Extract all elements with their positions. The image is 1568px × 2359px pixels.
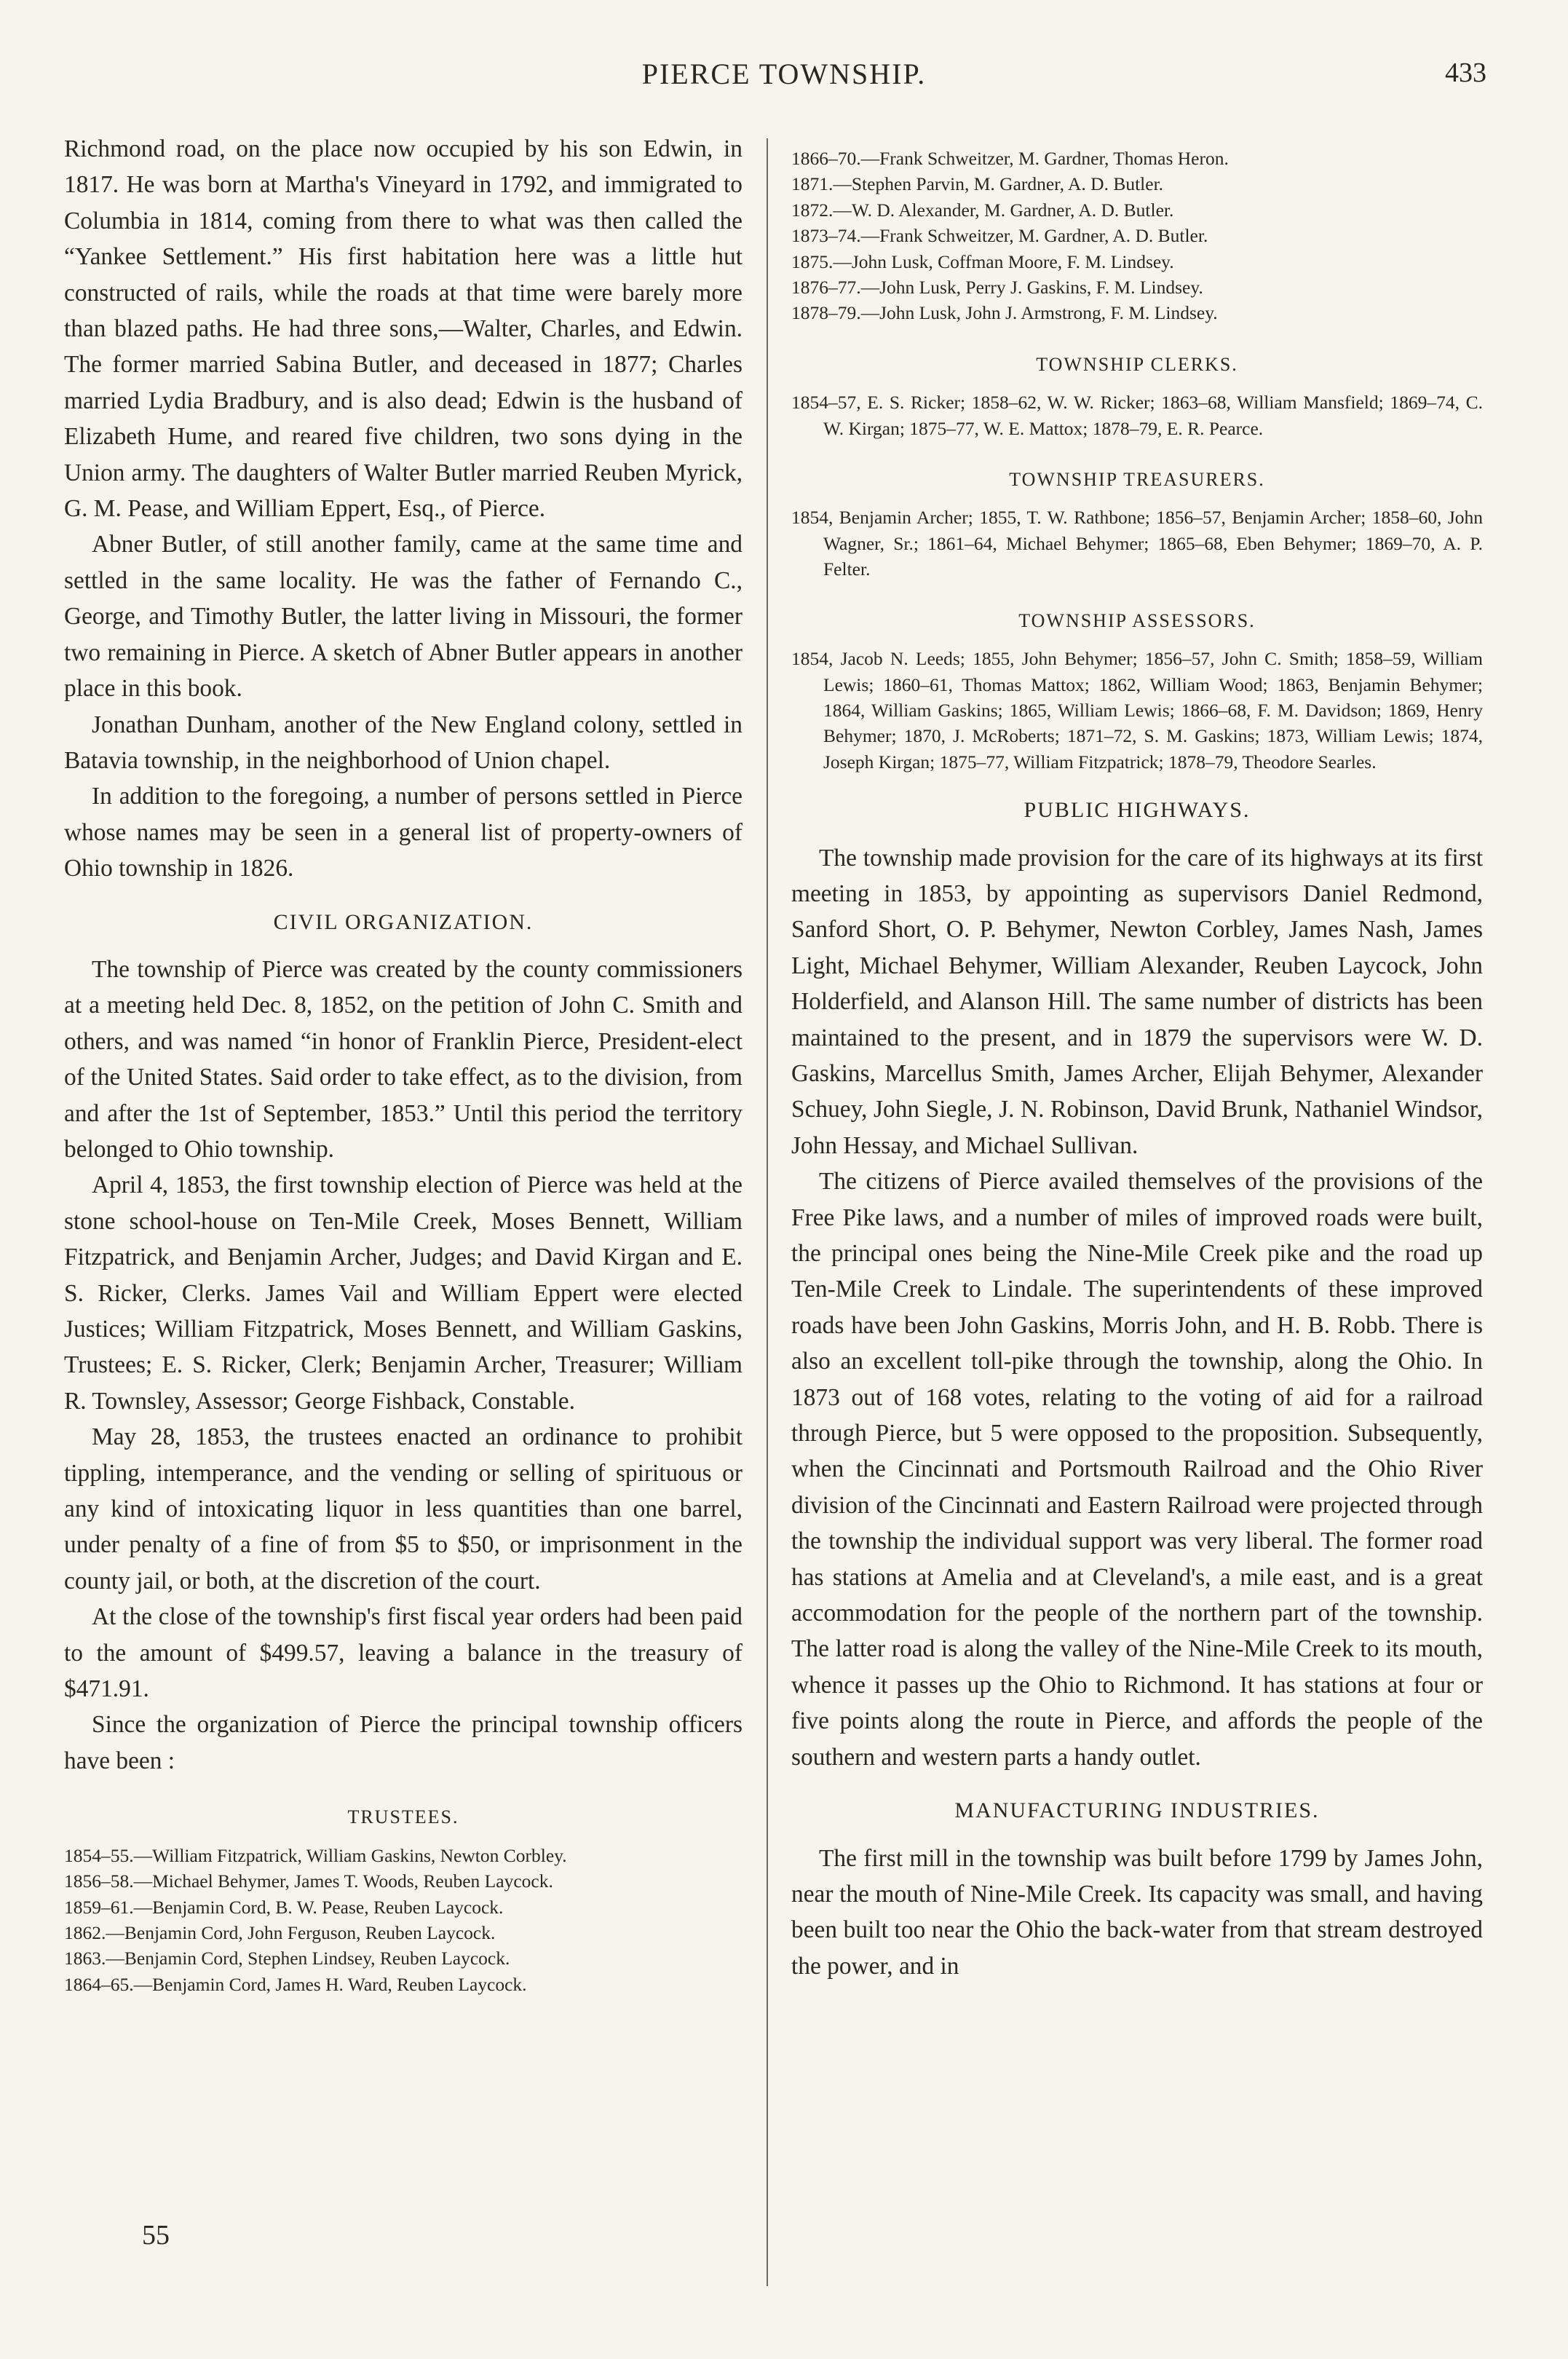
paragraph: In addition to the foregoing, a number of persons settled in Pierce whose names may be seen in a general list of property-owners of Ohio township in 1826. bbox=[64, 783, 743, 882]
list-item: 1863.—Benjamin Cord, Stephen Lindsey, Reuben Laycock. bbox=[64, 1948, 510, 1969]
section-heading: PUBLIC HIGHWAYS. bbox=[1023, 798, 1251, 823]
paragraph: The township of Pierce was created by the county commissioners at a meeting held Dec. 8, 1852, on the petition of John C. Smith and others, and was named “in honor of Franklin Pierce, President-elect of the United States. Said order to take effect, as to the division, from and after the 1st of September, 1853.” Until this period the territory belonged to Ohio township. bbox=[64, 955, 743, 1163]
left-column bbox=[64, 131, 743, 1997]
clerks-heading: TOWNSHIP CLERKS. bbox=[1036, 353, 1238, 375]
treasurers-heading: TOWNSHIP TREASURERS. bbox=[1009, 469, 1265, 491]
paragraph: The township made provision for the care of its highways at its first meeting in 1853, by appointing as supervisors Daniel Redmond, Sanford Short, O. P. Behymer, Newton Corbley, James Nash, James Light, Michael Behymer, William Alexander, Reuben Laycock, John Holderfield, and Alanson Hill. The same number of districts has been maintained to the present, and in 1879 the supervisors were W. D. Gaskins, Marcellus Smith, James Archer, Elijah Behymer, Alexander Schuey, John Siegle, J. N. Robinson, David Brunk, Nathaniel Windsor, John Hessay, and Michael Sullivan. bbox=[791, 844, 1483, 1159]
trustees-list bbox=[64, 1843, 743, 1997]
section-heading: MANUFACTURING INDUSTRIES. bbox=[954, 1798, 1320, 1823]
list-item: 1866–70.—Frank Schweitzer, M. Gardner, Thomas Heron. bbox=[791, 148, 1229, 169]
paragraph: The citizens of Pierce availed themselves of the provisions of the Free Pike laws, and a number of miles of improved roads were built, the principal ones being the Nine-Mile Creek pike and the road up Ten-Mile Creek to Lindale. The superintendents of these improved roads have been John Gaskins, Morris John, and H. B. Robb. There is also an excellent toll-pike through the township, along the Ohio. In 1873 out of 168 votes, relating to the voting of aid for a railroad through Pierce, but 5 were opposed to the proposition. Subsequently, when the Cincinnati and Portsmouth Railroad and the Ohio River division of the Cincinnati and Eastern Railroad were projected through the township the individual support was very liberal. The former road has stations at Amelia and at Cleveland's, a mile east, and is a great accommodation for the people of the northern part of the township. The latter road is along the valley of the Nine-Mile Creek to its mouth, whence it passes up the Ohio to Richmond. It has stations at four or five points along the route in Pierce, and affords the people of the southern and western parts a handy outlet. bbox=[791, 1168, 1483, 1771]
list-item: 1871.—Stephen Parvin, M. Gardner, A. D. Butler. bbox=[791, 173, 1164, 195]
list-item: 1876–77.—John Lusk, Perry J. Gaskins, F. M. Lindsey. bbox=[791, 277, 1203, 299]
list-item: 1864–65.—Benjamin Cord, James H. Ward, Reuben Laycock. bbox=[64, 1973, 527, 1995]
assessors-heading: TOWNSHIP ASSESSORS. bbox=[1018, 609, 1256, 631]
section-heading: CIVIL ORGANIZATION. bbox=[273, 909, 534, 934]
list-item: 1875.—John Lusk, Coffman Moore, F. M. Lindsey. bbox=[791, 250, 1174, 272]
paragraph: Jonathan Dunham, another of the New England colony, settled in Batavia township, in the neighborhood of Union chapel. bbox=[64, 711, 743, 774]
paragraph: Since the organization of Pierce the principal township officers have been : bbox=[64, 1711, 743, 1774]
list-item: 1854–55.—William Fitzpatrick, William Gaskins, Newton Corbley. bbox=[64, 1844, 567, 1866]
paragraph: The first mill in the township was built before 1799 by James John, near the mouth of Nine-Mile Creek. Its capacity was small, and having been built too near the Ohio the back-water from that stream destroyed the power, and in bbox=[791, 1844, 1483, 1980]
page-number: 433 bbox=[1445, 58, 1486, 88]
list-item: 1862.—Benjamin Cord, John Ferguson, Reuben Laycock. bbox=[64, 1921, 496, 1943]
paragraph: April 4, 1853, the first township election of Pierce was held at the stone school-house on Ten-Mile Creek, Moses Bennett, William Fitzpatrick, and Benjamin Archer, Judges; and David Kirgan and E. S. Ricker, Clerks. James Vail and William Eppert were elected Justices; William Fitzpatrick, Moses Bennett, and William Gaskins, Trustees; E. S. Ricker, Clerk; Benjamin Archer, Treasurer; William R. Townsley, Assessor; George Fishback, Constable. bbox=[64, 1171, 743, 1415]
paragraph: Abner Butler, of still another family, came at the same time and settled in the same locality. He was the father of Fernando C., George, and Timothy Butler, the latter living in Missouri, the former two remaining in Pierce. A sketch of Abner Butler appears in another place in this book. bbox=[64, 531, 743, 703]
treasurers-list: 1854, Benjamin Archer; 1855, T. W. Rathbone; 1856–57, Benjamin Archer; 1858–60, John Wagner, Sr.; 1861–64, Michael Behymer; 1865–68, Eben Behymer; 1869–70, A. P. Felter. bbox=[791, 507, 1483, 580]
list-item: 1872.—W. D. Alexander, M. Gardner, A. D. Butler. bbox=[791, 199, 1174, 221]
list-item: 1859–61.—Benjamin Cord, B. W. Pease, Reuben Laycock. bbox=[64, 1896, 504, 1918]
paragraph: May 28, 1853, the trustees enacted an ordinance to prohibit tippling, intemperance, and the vending or selling of spirituous or any kind of intoxicating liquor in less quantities than one barrel, under penalty of a fine of from $5 to $50, or imprisonment in the county jail, or both, at the discretion of the court. bbox=[64, 1423, 743, 1595]
signature-mark: 55 bbox=[142, 2220, 170, 2251]
paragraph: At the close of the township's first fiscal year orders had been paid to the amount of $499.57, leaving a balance in the treasury of $471.91. bbox=[64, 1603, 743, 1703]
list-item: 1878–79.—John Lusk, John J. Armstrong, F. M. Lindsey. bbox=[791, 302, 1218, 324]
trustees-heading: TRUSTEES. bbox=[347, 1806, 459, 1828]
list-item: 1873–74.—Frank Schweitzer, M. Gardner, A. D. Butler. bbox=[791, 225, 1208, 247]
paragraph: Richmond road, on the place now occupied by his son Edwin, in 1817. He was born at Martha's Vineyard in 1792, and immigrated to Columbia in 1814, coming from there to what was then called the “Yankee Settlement.” His first habitation here was a little hut constructed of rails, while the roads at that time were barely more than blazed paths. He had three sons,—Walter, Charles, and Edwin. The former married Sabina Butler, and deceased in 1877; Charles married Lydia Bradbury, and is also dead; Edwin is the husband of Elizabeth Hume, and reared five children, two sons dying in the Union army. The daughters of Walter Butler married Reuben Myrick, G. M. Pease, and William Eppert, Esq., of Pierce. bbox=[64, 135, 743, 523]
list-item: 1856–58.—Michael Behymer, James T. Woods, Reuben Laycock. bbox=[64, 1870, 553, 1892]
assessors-list: 1854, Jacob N. Leeds; 1855, John Behymer; 1856–57, John C. Smith; 1858–59, William Lewis; 1860–61, Thomas Mattox; 1862, William Wood; 1863, Benjamin Behymer; 1864, William Gaskins; 1865, William Lewis; 1866–68, F. M. Davidson; 1869, Henry Behymer; 1870, J. McRoberts; 1871–72, S. M. Gaskins; 1873, William Lewis; 1874, Joseph Kirgan; 1875–77, William Fitzpatrick; 1878–79, Theodore Searles. bbox=[791, 648, 1483, 772]
page-header bbox=[0, 57, 1568, 100]
right-column bbox=[791, 146, 1483, 1984]
running-title: PIERCE TOWNSHIP. bbox=[641, 58, 927, 90]
column-divider bbox=[767, 138, 768, 2286]
clerks-list: 1854–57, E. S. Ricker; 1858–62, W. W. Ricker; 1863–68, William Mansfield; 1869–74, C. W. Kirgan; 1875–77, W. E. Mattox; 1878–79, E. R. Pearce. bbox=[791, 392, 1483, 439]
trustees-list-continued bbox=[791, 146, 1483, 326]
